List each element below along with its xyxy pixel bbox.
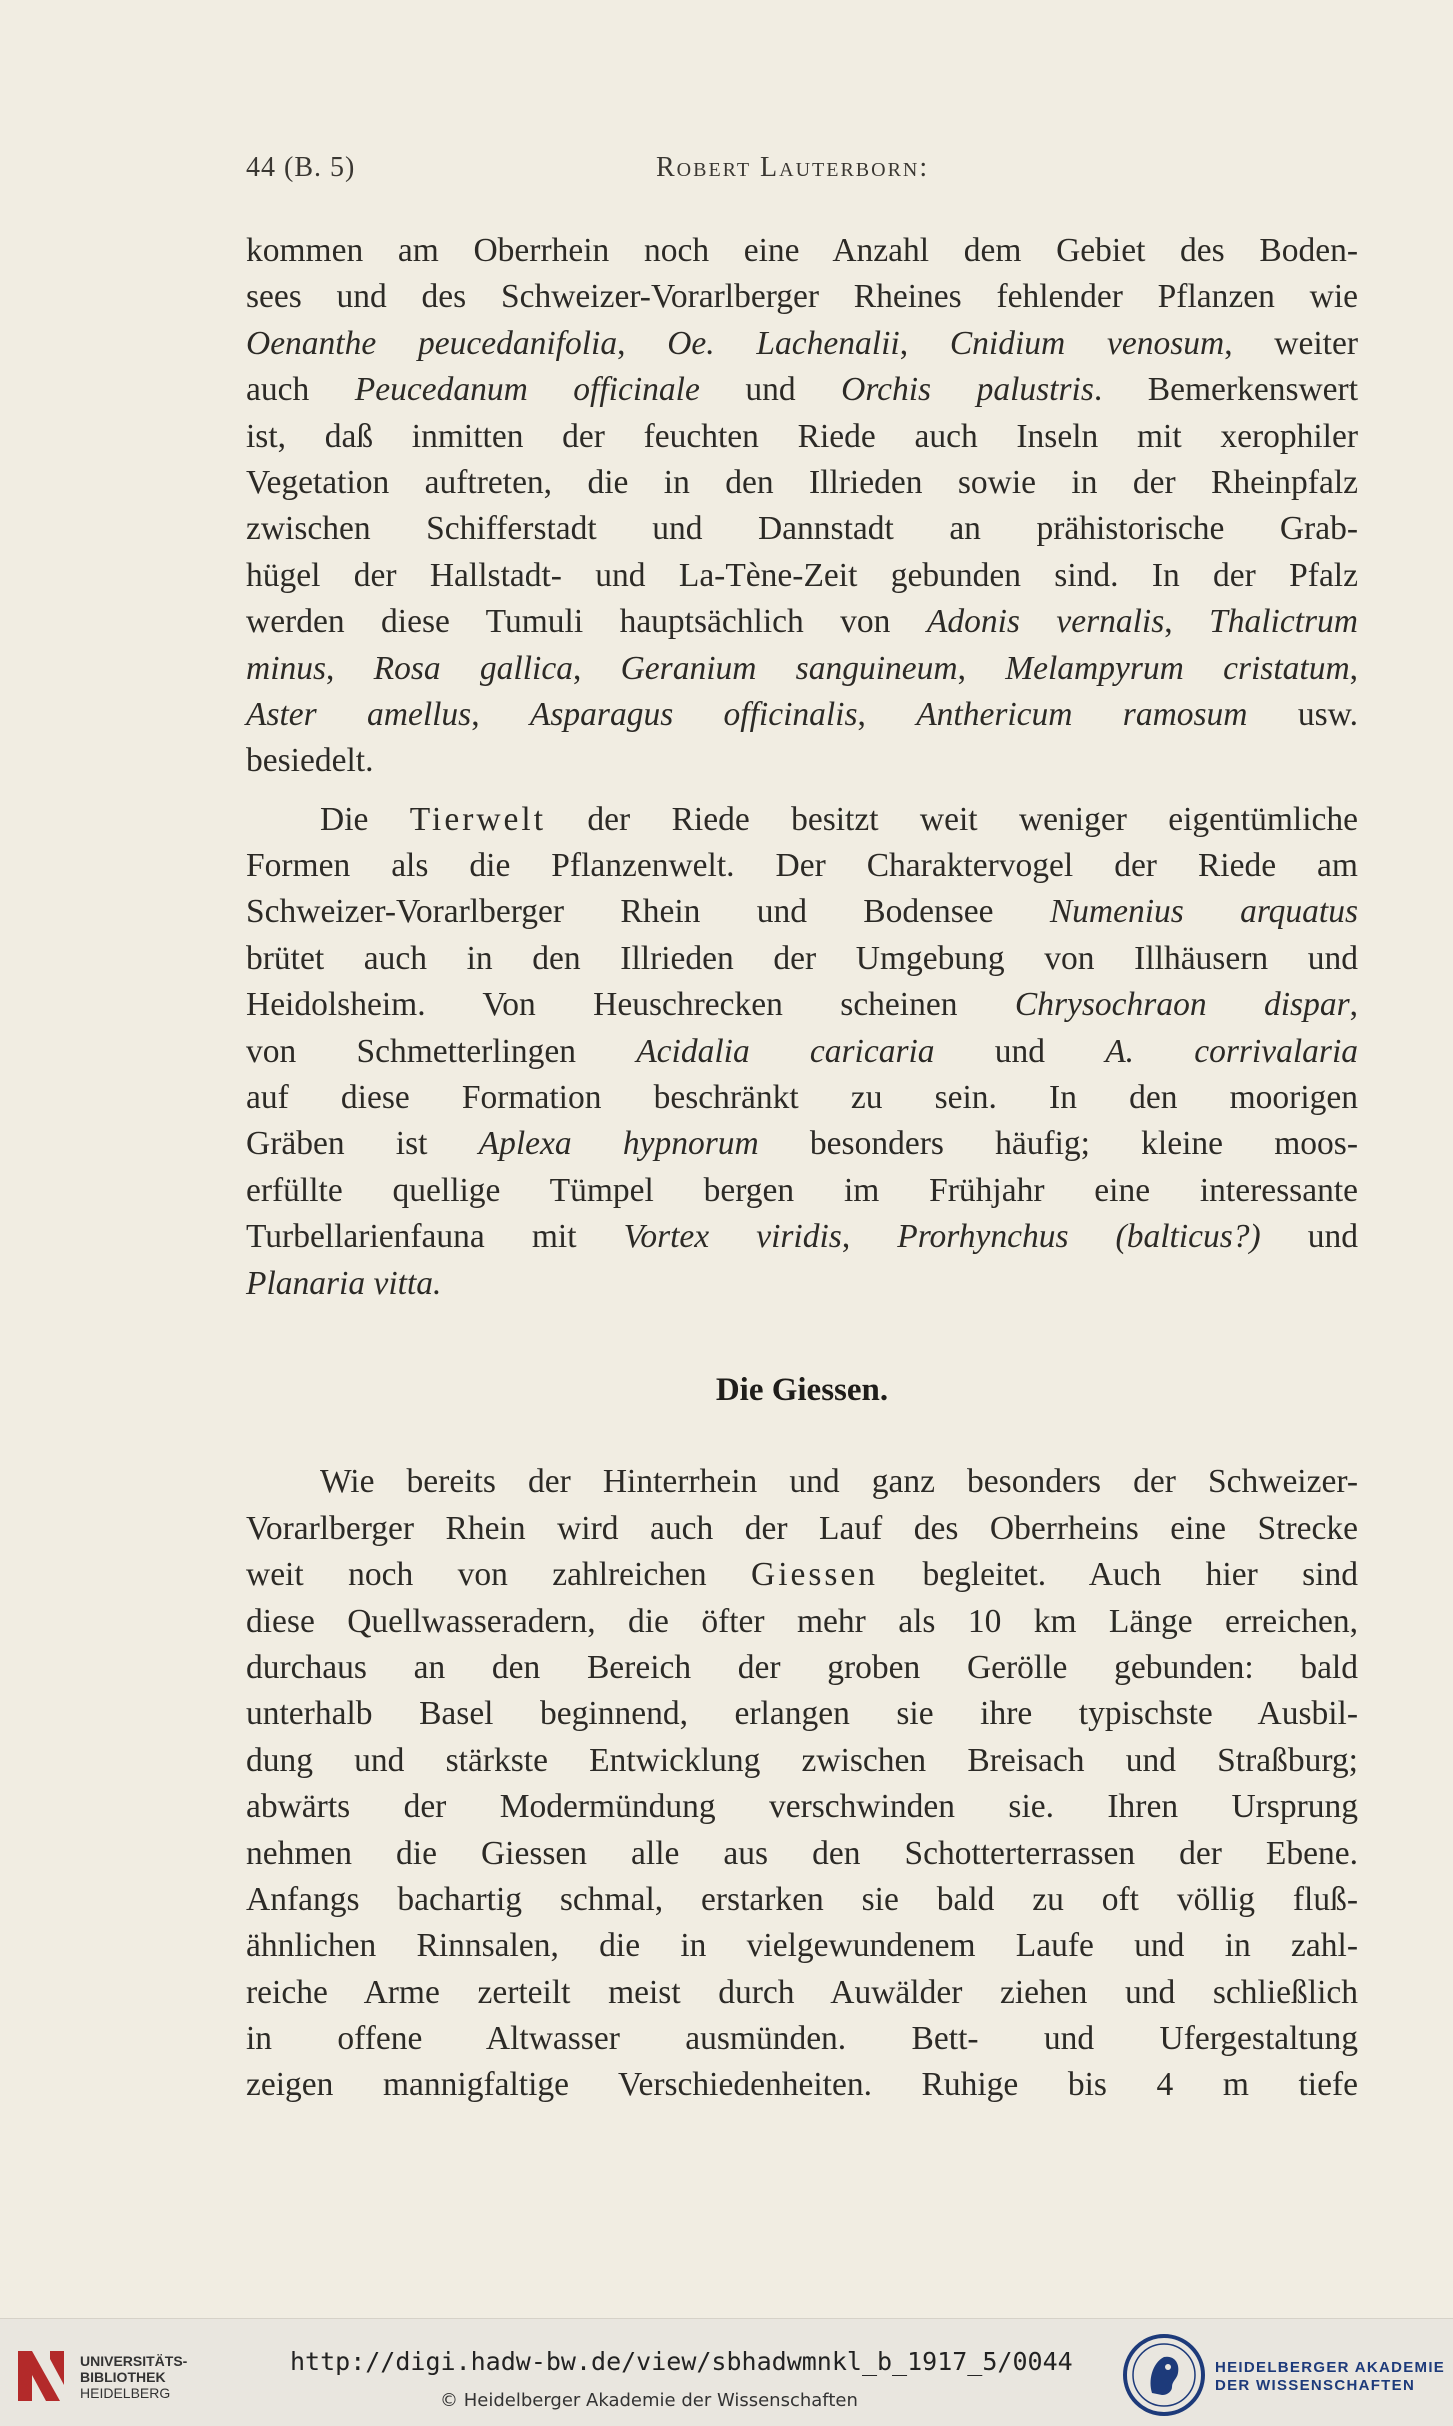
text-line: Turbellarienfauna mit Vortex viridis, Prorhynchus (balticus?) und [246, 1218, 1358, 1256]
text-line: kommen am Oberrhein noch eine Anzahl dem Gebiet des Boden- [246, 232, 1358, 269]
taxon-name: Aster amellus [246, 695, 472, 733]
text-line: weit noch von zahlreichen Giessen begleitet. Auch hier sind [246, 1556, 1358, 1594]
taxon-name: Vortex viridis [623, 1218, 842, 1256]
page-url-link[interactable]: http://digi.hadw-bw.de/view/sbhadwmnkl_b_1917_5/0044 [290, 2347, 1073, 2376]
text-line: nehmen die Giessen alle aus den Schotterterrassen der Ebene. [246, 1834, 1358, 1872]
text-line: Vorarlberger Rhein wird auch der Lauf des Oberrheins eine Strecke [246, 1509, 1358, 1547]
taxon-name: Aplexa hypnorum [478, 1125, 759, 1163]
taxon-name: Numenius arquatus [1049, 893, 1359, 931]
text-line: Die Tierwelt der Riede besitzt weit weniger eigentümliche [320, 800, 1358, 838]
emphasized-term: Tierwelt [409, 800, 547, 838]
emphasized-term: Giessen [751, 1556, 879, 1594]
body-text [246, 228, 1358, 2109]
text-line: zeigen mannigfaltige Verschiedenheiten. Ruhige bis 4 m tiefe [246, 2066, 1358, 2104]
text-line [246, 1261, 1358, 1307]
taxon-name: Oenanthe peucedanifolia [246, 324, 618, 362]
taxon-name: Chrysochraon dispar [1014, 986, 1350, 1024]
taxon-name: Geranium sanguineum [620, 649, 958, 687]
taxon-name: Melampyrum cristatum [1005, 649, 1350, 687]
text-line: Vegetation auftreten, die in den Illrieden sowie in der Rheinpfalz [246, 463, 1358, 501]
academy-seal-icon [1122, 2333, 1206, 2417]
taxon-name: Oe. Lachenalii [667, 324, 900, 362]
university-library-name: UNIVERSITÄTS- BIBLIOTHEK HEIDELBERG [80, 2353, 188, 2401]
text-line: ist, daß inmitten der feuchten Riede auch Inseln mit xerophiler [246, 417, 1358, 455]
text-line: besiedelt. [246, 742, 374, 780]
text-line: reiche Arme zerteilt meist durch Auwälder ziehen und schließlich [246, 1973, 1358, 2011]
text-line: in offene Altwasser ausmünden. Bett- und Ufergestaltung [246, 2020, 1358, 2058]
text-line: unterhalb Basel beginnend, erlangen sie ihre typischste Ausbil- [246, 1695, 1358, 1733]
text-line: Gräben ist Aplexa hypnorum besonders häufig; kleine moos- [246, 1125, 1358, 1163]
text-line: minus, Rosa gallica, Geranium sanguineum, Melampyrum cristatum, [246, 649, 1359, 687]
text-line: Wie bereits der Hinterrhein und ganz besonders der Schweizer- [320, 1463, 1358, 1501]
text-line: Formen als die Pflanzenwelt. Der Charaktervogel der Riede am [246, 847, 1358, 885]
viewer-footer [0, 2318, 1453, 2426]
text-line: werden diese Tumuli hauptsächlich von Adonis vernalis, Thalictrum [246, 603, 1358, 641]
running-head [246, 152, 1366, 192]
text-line: dung und stärkste Entwicklung zwischen Breisach und Straßburg; [246, 1741, 1358, 1779]
text-line: brütet auch in den Illrieden der Umgebung von Illhäusern und [246, 939, 1358, 977]
text-line: Heidolsheim. Von Heuschrecken scheinen Chrysochraon dispar, [246, 986, 1358, 1024]
taxon-name: Planaria vitta. [246, 1264, 442, 1302]
text-line: ähnlichen Rinnsalen, die in vielgewundenem Laufe und in zahl- [246, 1927, 1358, 1965]
section-heading: Die Giessen. [715, 1371, 889, 1408]
taxon-name: minus [246, 649, 327, 687]
academy-name: HEIDELBERGER AKADEMIE DER WISSENSCHAFTEN [1215, 2359, 1446, 2394]
text-line: abwärts der Modermündung verschwinden sie. Ihren Ursprung [246, 1788, 1358, 1826]
taxon-name: Orchis palustris [841, 371, 1094, 409]
taxon-name: Asparagus officinalis [529, 695, 858, 733]
text-line: sees und des Schweizer-Vorarlberger Rheines fehlender Pflanzen wie [246, 278, 1358, 316]
taxon-name: Anthericum ramosum [916, 695, 1248, 733]
running-head-author: Robert Lauterborn: [656, 152, 930, 183]
taxon-name: Prorhynchus (balticus?) [897, 1218, 1261, 1256]
text-line: diese Quellwasseradern, die öfter mehr als 10 km Länge erreichen, [246, 1602, 1358, 1640]
taxon-name: Thalictrum [1209, 603, 1358, 641]
text-line: Anfangs bachartig schmal, erstarken sie bald zu oft völlig fluß- [246, 1880, 1358, 1918]
taxon-name: Rosa gallica [373, 649, 573, 687]
text-line: hügel der Hallstadt- und La-Tène-Zeit gebunden sind. In der Pfalz [246, 556, 1358, 594]
page-reference: 44 (B. 5) [246, 152, 356, 183]
taxon-name: Cnidium venosum [949, 324, 1225, 362]
taxon-name: A. corrivalaria [1105, 1032, 1359, 1070]
university-library-logo-icon [16, 2345, 78, 2407]
text-line: Oenanthe peucedanifolia, Oe. Lachenalii, Cnidium venosum, weiter [246, 324, 1359, 362]
text-line: von Schmetterlingen Acidalia caricaria und A. corrivalaria [246, 1032, 1359, 1070]
taxon-name: Acidalia caricaria [636, 1032, 935, 1070]
text-line: Schweizer-Vorarlberger Rhein und Bodensee Numenius arquatus [246, 893, 1359, 931]
text-line: erfüllte quellige Tümpel bergen im Frühjahr eine interessante [246, 1171, 1358, 1209]
taxon-name: Peucedanum officinale [354, 371, 700, 409]
text-line: auch Peucedanum officinale und Orchis palustris. Bemerkenswert [246, 371, 1359, 409]
copyright-notice: © Heidelberger Akademie der Wissenschaften [440, 2390, 858, 2411]
taxon-name: Adonis vernalis [926, 603, 1165, 641]
text-line: zwischen Schifferstadt und Dannstadt an prähistorische Grab- [246, 510, 1358, 548]
text-line: durchaus an den Bereich der groben Gerölle gebunden: bald [246, 1648, 1358, 1686]
text-line: Aster amellus, Asparagus officinalis, Anthericum ramosum usw. [246, 695, 1358, 733]
text-line: auf diese Formation beschränkt zu sein. In den moorigen [246, 1079, 1358, 1117]
